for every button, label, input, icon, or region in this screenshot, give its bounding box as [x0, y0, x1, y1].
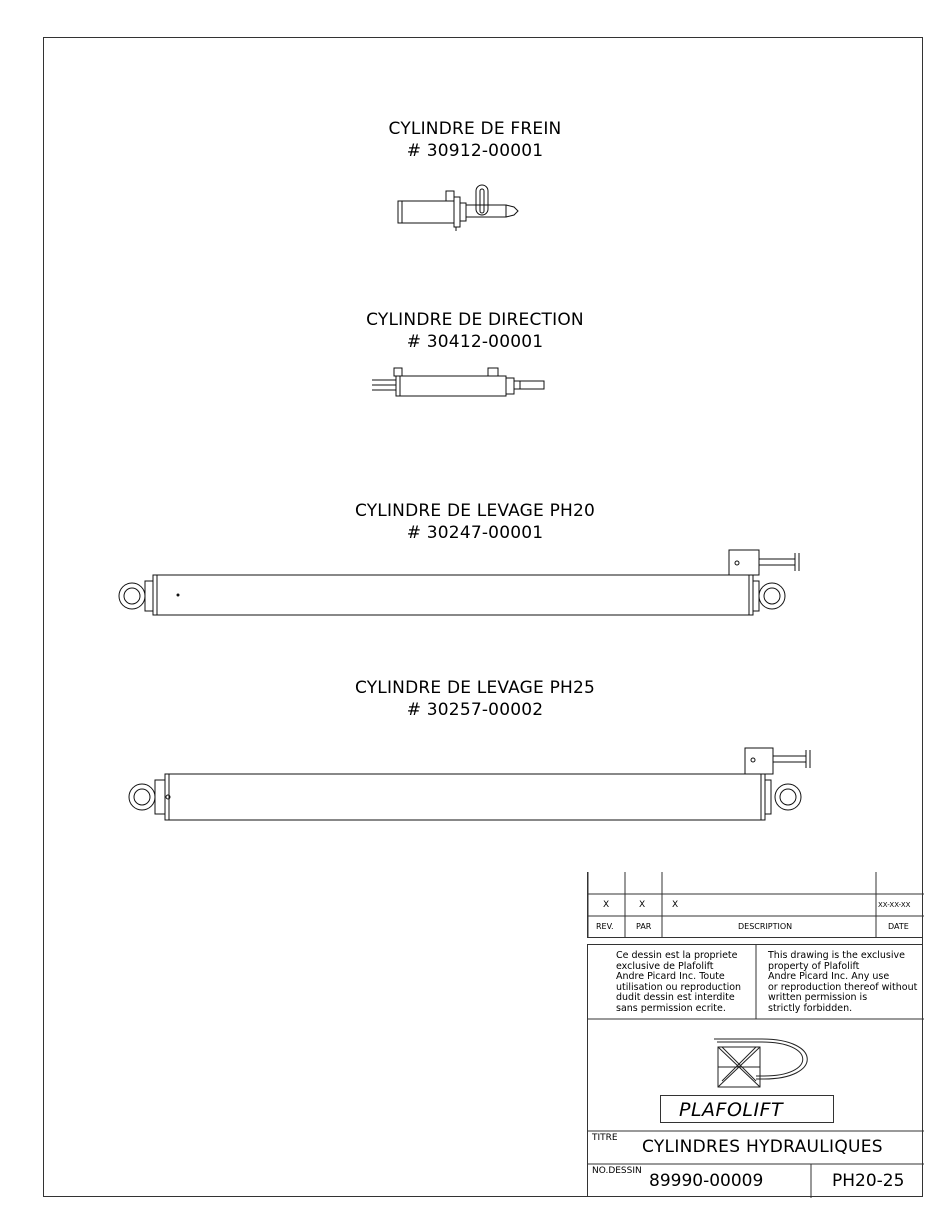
- notice-fr-line: Andre Picard Inc. Toute: [616, 971, 725, 982]
- part-title-levage-ph20: [0, 500, 950, 544]
- logo-text-box: [660, 1095, 834, 1123]
- lift-cylinder-ph20-drawing: [110, 545, 810, 625]
- notice-en-line: Andre Picard Inc. Any use: [768, 971, 890, 982]
- date-header: DATE: [888, 922, 909, 931]
- notice-en-line: or reproduction thereof without: [768, 981, 918, 993]
- notice-fr-line: Ce dessin est la propriete: [616, 950, 738, 961]
- model-value: PH20-25: [832, 1171, 905, 1191]
- lift-cylinder-ph25-drawing: [120, 742, 820, 832]
- titre-label: TITRE: [592, 1133, 618, 1143]
- no-dessin-value: 89990-00009: [649, 1171, 764, 1191]
- notice-fr-line: exclusive de Plafolift: [616, 960, 714, 972]
- notice-en-line: strictly forbidden.: [768, 1002, 853, 1014]
- notice-fr-line: utilisation ou reproduction: [616, 981, 742, 993]
- part-number: # 30247-00001: [406, 523, 544, 543]
- rev-header: REV.: [596, 922, 614, 931]
- part-name: CYLINDRE DE LEVAGE PH25: [354, 678, 596, 698]
- brake-cylinder-drawing: [390, 183, 530, 233]
- notice-fr-line: dudit dessin est interdite: [616, 992, 735, 1003]
- title-block: [587, 944, 923, 1197]
- part-title-direction: [0, 309, 950, 353]
- logo-text: PLAFOLIFT: [679, 1099, 784, 1121]
- part-title-levage-ph25: [0, 677, 950, 721]
- notice-fr-line: sans permission ecrite.: [616, 1002, 726, 1014]
- part-name: CYLINDRE DE LEVAGE PH20: [354, 501, 596, 521]
- part-name: CYLINDRE DE DIRECTION: [366, 310, 584, 330]
- titre-value: CYLINDRES HYDRAULIQUES: [642, 1137, 883, 1157]
- notice-french: [616, 951, 741, 1014]
- part-name: CYLINDRE DE FREIN: [388, 119, 562, 139]
- notice-en-line: written permission is: [768, 992, 868, 1003]
- steering-cylinder-drawing: [368, 364, 548, 400]
- description-value: X: [672, 900, 679, 910]
- part-number: # 30912-00001: [406, 141, 544, 161]
- part-number: # 30412-00001: [406, 332, 544, 352]
- notice-en-line: property of Plafolift: [768, 960, 860, 972]
- plafolift-logo-icon: [712, 1035, 812, 1093]
- description-header: DESCRIPTION: [738, 922, 793, 931]
- part-title-frein: [0, 118, 950, 162]
- part-number: # 30257-00002: [406, 700, 544, 720]
- revision-table: [587, 872, 923, 938]
- notice-en-line: This drawing is the exclusive: [768, 950, 905, 961]
- notice-english: [768, 951, 917, 1014]
- no-dessin-label: NO.DESSIN: [592, 1166, 642, 1176]
- rev-value: X: [603, 900, 610, 910]
- par-value: X: [639, 900, 646, 910]
- date-value: XX-XX-XX: [878, 901, 911, 909]
- par-header: PAR: [636, 922, 652, 931]
